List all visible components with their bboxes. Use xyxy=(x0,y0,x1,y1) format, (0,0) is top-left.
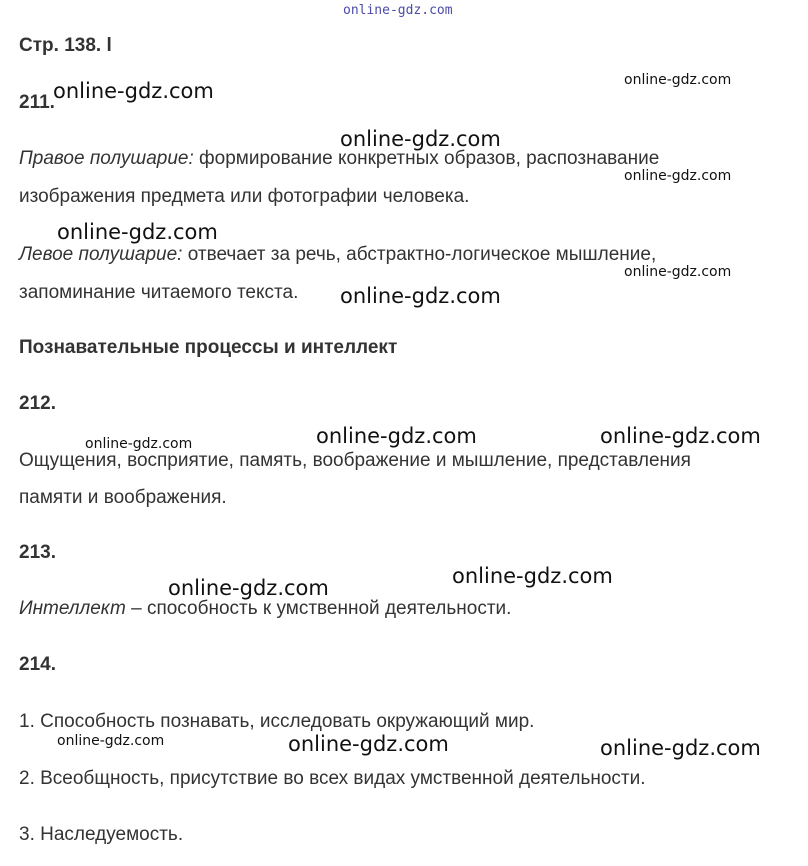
watermark: online-gdz.com xyxy=(600,736,761,760)
task-211-number: 211. xyxy=(19,92,55,113)
intellect-definition: – способность к умственной деятельности. xyxy=(125,598,512,619)
watermark: online-gdz.com xyxy=(600,424,761,448)
task-214-item-3: 3. Наследуемость. xyxy=(19,824,184,845)
watermark: online-gdz.com xyxy=(316,424,477,448)
watermark: online-gdz.com xyxy=(57,220,218,244)
left-hemisphere-label: Левое полушарие: xyxy=(19,244,183,265)
watermark: online-gdz.com xyxy=(53,79,214,103)
page-header: Стр. 138. l xyxy=(19,35,112,56)
watermark: online-gdz.com xyxy=(340,284,501,308)
watermark: online-gdz.com xyxy=(452,564,613,588)
watermark: online-gdz.com xyxy=(57,733,165,749)
watermark: online-gdz.com xyxy=(168,576,329,600)
watermark: online-gdz.com xyxy=(624,264,732,280)
watermark-top: online-gdz.com xyxy=(343,3,453,18)
watermark: online-gdz.com xyxy=(85,436,193,452)
left-hemisphere-text: отвечает за речь, абстрактно-логическое мышление, xyxy=(182,244,657,265)
task-211-paragraph-2-line-1 xyxy=(19,244,656,266)
task-212-line-1: Ощущения, восприятие, память, воображение и мышление, представления xyxy=(19,450,691,471)
watermark: online-gdz.com xyxy=(624,72,732,88)
watermark: online-gdz.com xyxy=(340,127,501,151)
task-214-number: 214. xyxy=(19,654,56,675)
right-hemisphere-label: Правое полушарие: xyxy=(19,148,194,169)
task-211-paragraph-1-line-2: изображения предмета или фотографии человека. xyxy=(19,186,470,207)
task-213-text xyxy=(19,598,511,620)
section-heading: Познавательные процессы и интеллект xyxy=(19,337,398,358)
watermark: online-gdz.com xyxy=(288,732,449,756)
right-hemisphere-text: формирование конкретных образов, распознавание xyxy=(193,148,660,169)
watermark: online-gdz.com xyxy=(624,168,732,184)
task-212-number: 212. xyxy=(19,393,56,414)
intellect-label: Интеллект xyxy=(19,598,126,619)
task-214-item-1: 1. Способность познавать, исследовать окружающий мир. xyxy=(19,711,535,732)
task-211-paragraph-1-line-1 xyxy=(19,148,659,170)
task-213-number: 213. xyxy=(19,542,56,563)
task-211-paragraph-2-line-2: запоминание читаемого текста. xyxy=(19,282,299,303)
task-212-line-2: памяти и воображения. xyxy=(19,487,227,508)
task-214-item-2: 2. Всеобщность, присутствие во всех видах умственной деятельности. xyxy=(19,768,646,789)
